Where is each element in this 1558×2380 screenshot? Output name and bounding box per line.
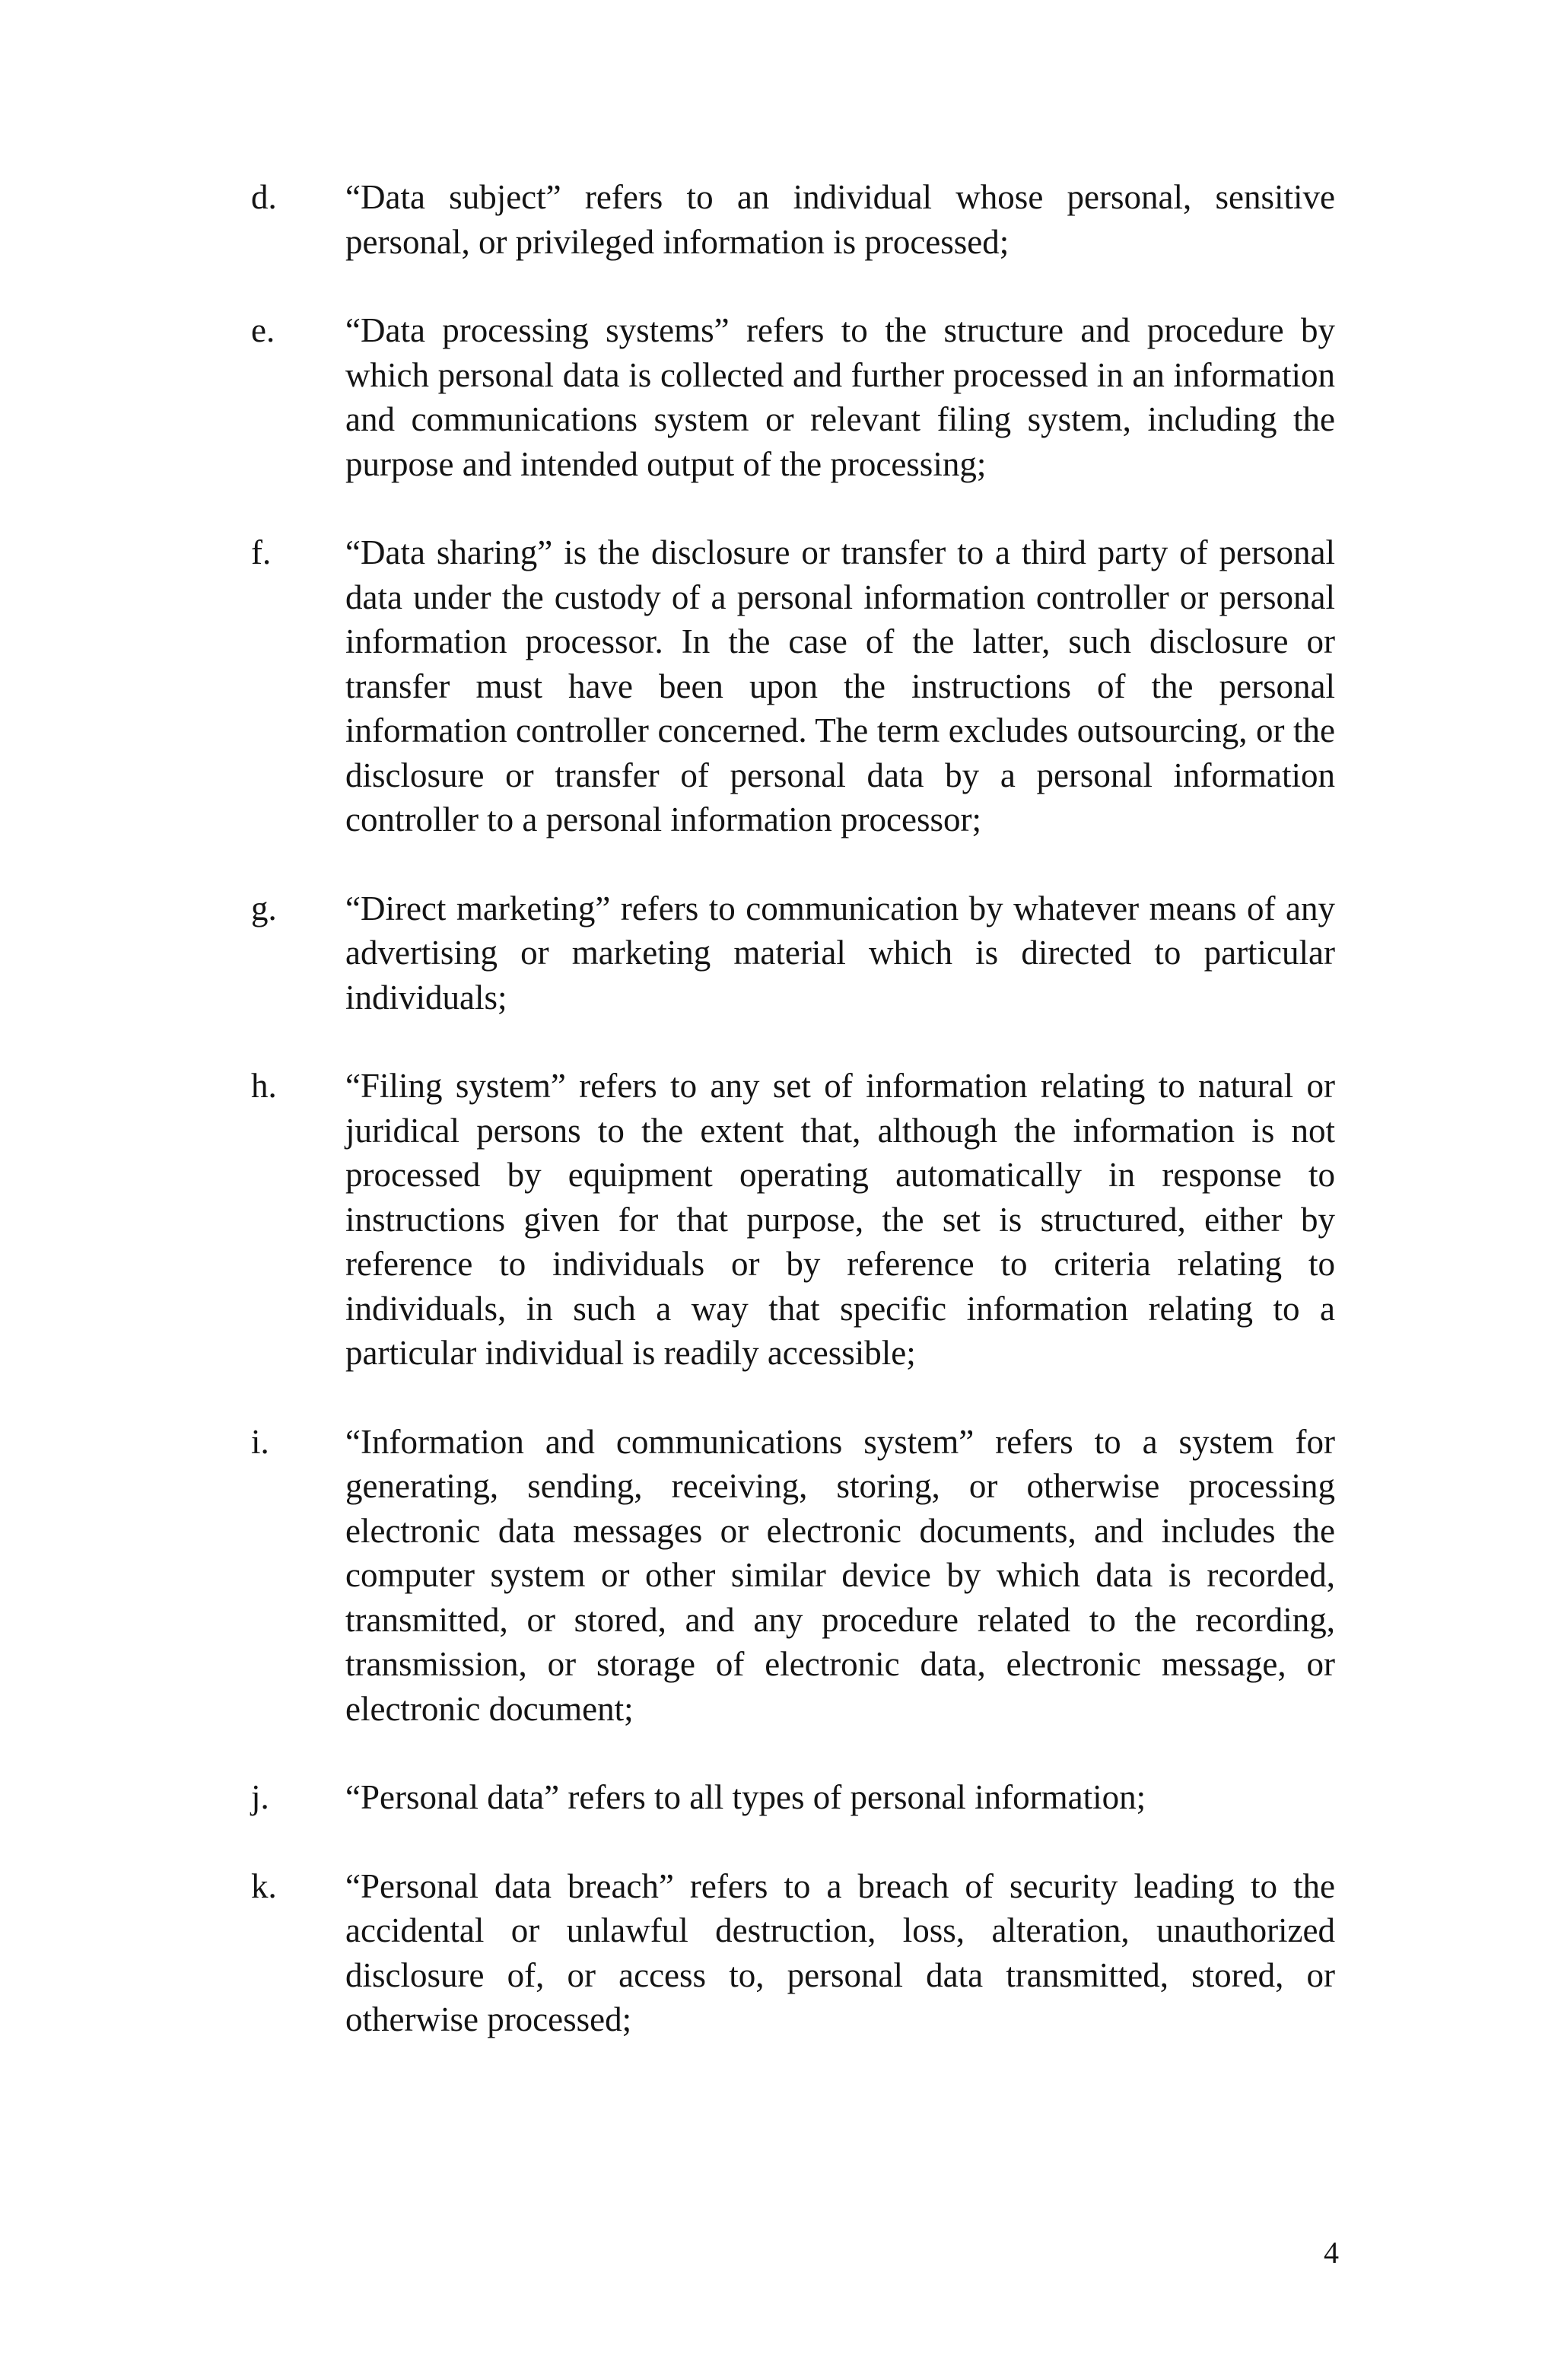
definition-item-d <box>251 175 1335 264</box>
definition-text: “Data subject” refers to an individual whose personal, sensitive personal, or privileged information is processed; <box>345 178 1335 261</box>
definition-text: “Personal data” refers to all types of personal information; <box>345 1778 1146 1816</box>
definition-item-j <box>251 1775 1335 1820</box>
definition-marker: k. <box>251 1866 277 1905</box>
definition-marker: g. <box>251 889 277 928</box>
definition-marker: f. <box>251 533 272 571</box>
definition-text: “Data sharing” is the disclosure or transfer to a third party of personal data under the custody of a personal information controller or personal information processor. In the case of the latter, such disclosure or transfer must have been upon the instructions of the personal information controller concerned. The term excludes outsourcing, or the disclosure or transfer of personal data by a personal information controller to a personal information processor; <box>345 533 1335 838</box>
definition-text: “Personal data breach” refers to a breach of security leading to the accidental or unlawful destruction, loss, alteration, unauthorized disclosure of, or access to, personal data transmitted, stored, or otherwise processed; <box>345 1866 1335 2038</box>
definitions-list <box>251 175 1335 2086</box>
definition-item-h <box>251 1064 1335 1376</box>
definition-text: “Filing system” refers to any set of information relating to natural or juridical persons to the extent that, although the information is not processed by equipment operating automatically in response to instructions given for that purpose, the set is structured, either by reference to individuals or by reference to criteria relating to individuals, in such a way that specific information relating to a particular individual is readily accessible; <box>345 1067 1335 1372</box>
definition-text: “Direct marketing” refers to communication by whatever means of any advertising or marketing material which is directed to particular individuals; <box>345 889 1335 1017</box>
definition-marker: i. <box>251 1422 269 1461</box>
definition-marker: j. <box>251 1778 269 1816</box>
definition-marker: e. <box>251 311 275 349</box>
definition-item-i <box>251 1420 1335 1732</box>
definition-item-g <box>251 886 1335 1020</box>
definition-item-f <box>251 530 1335 842</box>
definition-item-e <box>251 308 1335 486</box>
definition-marker: h. <box>251 1067 277 1105</box>
definition-text: “Data processing systems” refers to the structure and procedure by which personal data is collected and further processed in an information and communications system or relevant filing system, including the purpose and intended output of the processing; <box>345 311 1335 483</box>
definition-marker: d. <box>251 178 277 216</box>
definition-text: “Information and communications system” refers to a system for generating, sending, receiving, storing, or otherwise processing electronic data messages or electronic documents, and includes the computer system or other similar device by which data is recorded, transmitted, or stored, and any procedure related to the recording, transmission, or storage of electronic data, electronic message, or electronic document; <box>345 1422 1335 1728</box>
page-number: 4 <box>1324 2235 1339 2270</box>
definition-item-k <box>251 1864 1335 2042</box>
